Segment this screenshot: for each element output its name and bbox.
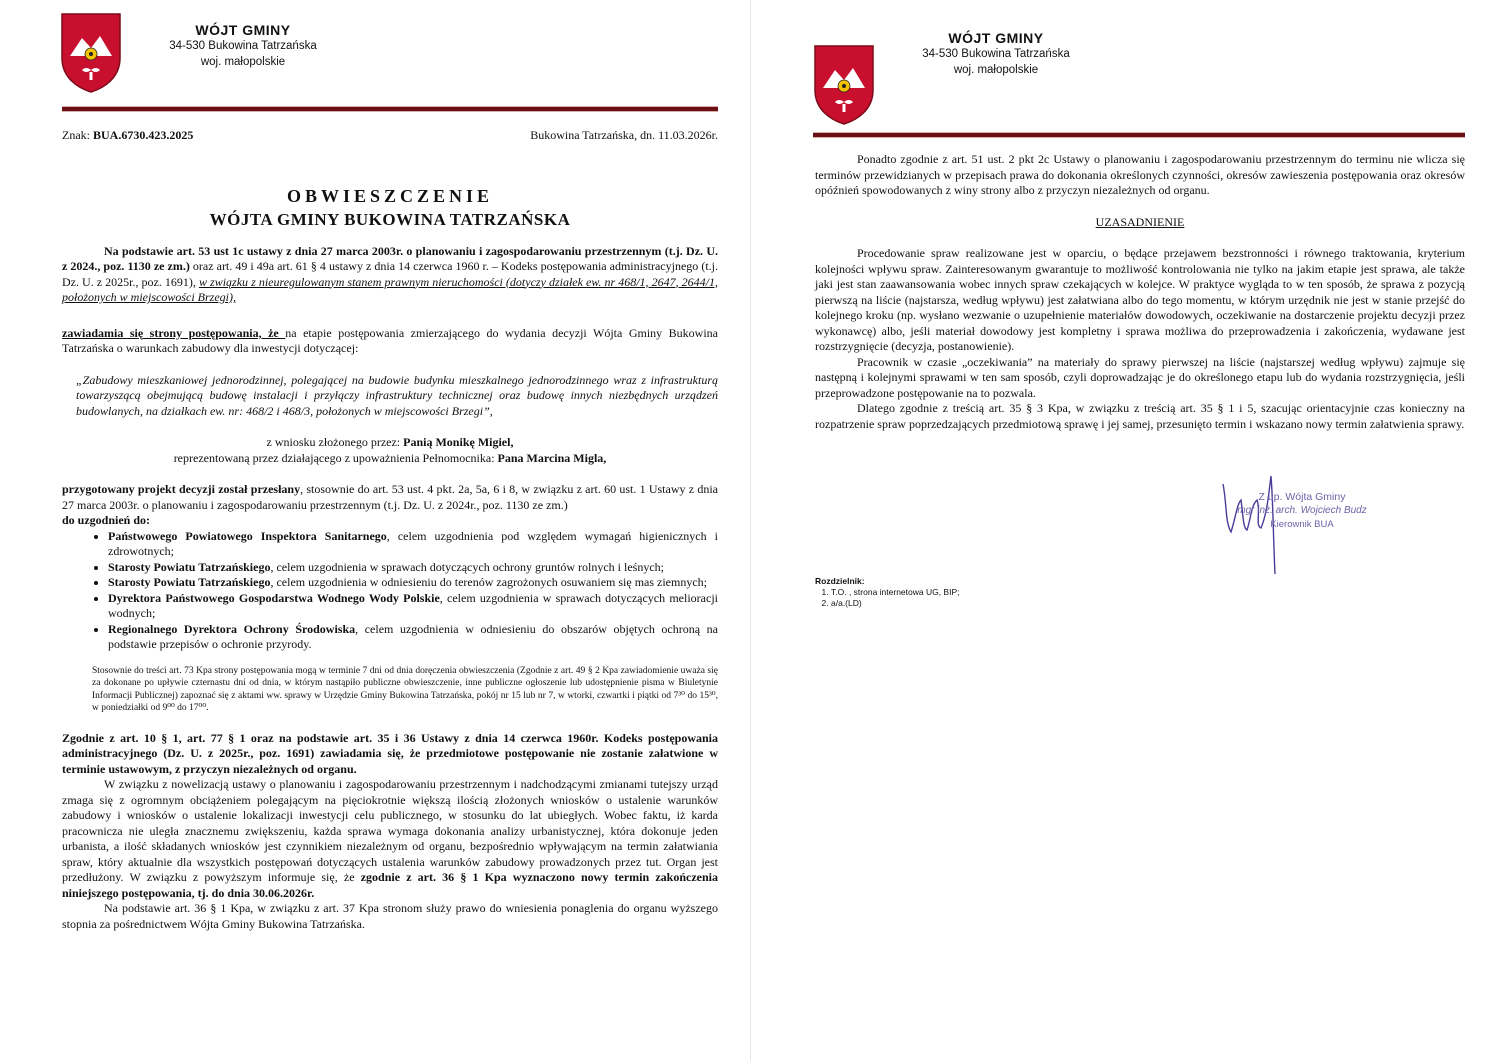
legal-basis-text: oraz art. 49 i 49a art. 61 § 4 ustawy z dnia 14 czerwca 1960 r. – Kodeks postępowania administracyjnego (t.j. Dz. U. z 2025r., poz. 1691), [62,259,719,289]
list-item: 1. T.O. , strona internetowa UG, BIP; [831,587,960,598]
reason-paragraph [62,777,718,901]
applicant-prefix: z wniosku złożonego przez: [266,435,404,449]
letterhead-title: WÓJT GMINY [948,30,1044,46]
list-item [108,622,718,653]
new-deadline: zgodnie z art. 36 § 1 Kpa wyznaczono nowy termin zakończenia niniejszego postępowania, tj. do dnia 30.06.2026r. [62,870,718,900]
distribution-list [815,576,960,609]
agency-purpose: , celem uzgodnienia pod względem wymagań higienicznych i zdrowotnych; [108,528,718,558]
coat-of-arms-icon [60,12,122,94]
letterhead-title: WÓJT GMINY [195,22,291,38]
reference-label: Znak: [62,128,90,142]
agency-purpose: , celem uzgodnienia w sprawach dotyczących ochrony gruntów rolnych i leśnych; [270,559,665,574]
agency-purpose: , celem uzgodnienia w odniesieniu do obszarów objętych ochroną na podstawie przepisów o ochronie przyrody. [108,621,718,651]
signature-line-2: mgr inż. arch. Wojciech Budz [1237,505,1367,516]
letterhead-region: woj. małopolskie [200,56,286,68]
justification-paragraph-2: Pracownik w czasie „oczekiwania” na materiały do sprawy pierwszej na liście (najstarszej według wpływu) zajmuje się następną i kolejnymi sprawami w ten sam sposób, czyli doprowadzając je do określonego etapu lub do wydania rozstrzygnięcia, jeśli przeprowadzone postępowanie na to pozwala. [815,354,1465,400]
agency-name: Dyrektora Państwowego Gospodarstwa Wodnego Wody Polskie [108,590,440,605]
document-title [62,184,718,232]
draft-paragraph [62,482,718,513]
appeal-paragraph: Na podstawie art. 36 § 1 Kpa, w związku z art. 37 Kpa stronom służy prawo do wniesienia ponaglenia do organu wyższego stopnia za pośrednictwem Wójta Gminy Bukowina Tatrzańska. [62,901,718,931]
agency-purpose: , celem uzgodnienia w odniesieniu do terenów zagrożonych osuwaniem się mas ziemnych; [270,575,707,589]
page1-body [62,122,718,932]
applicant-line [62,435,718,451]
signature-block [1217,470,1377,580]
letterhead [60,8,720,98]
agency-name: Państwowego Powiatowego Inspektora Sanitarnego [108,528,387,543]
letterhead-address: 34-530 Bukowina Tatrzańska [169,40,317,52]
reference-number [62,128,193,144]
intro-paragraph: Ponadto zgodnie z art. 51 ust. 2 pkt 2c Ustawy o planowaniu i zagospodarowaniu przestrzennym do terminu nie wlicza się terminów przewidzianych w przepisach prawa do dokonania określonych czynności, okresów zawieszenia postępowania oraz okresów opóźnień spowodowanych z winy strony albo z przyczyn niezależnych od organu. [815,152,1465,197]
list-item [108,529,718,560]
reason-text: W związku z nowelizacją ustawy o planowaniu i zagospodarowaniu przestrzennym i nadchodzącymi zmianami tutejszy urząd zmaga się z ogromnym obciążeniem polegającym na pięciokrotnie większą ilością złożonych wniosków o ustalenie warunków zabudowy i wniosków o ustalenie lokalizacji inwestycji celu publicznego, w stosunku do lat ubiegłych. Wobec faktu, iż karda pracownicza nie uległa znacznemu zwiększeniu, każda sprawa wymaga dokonania analizy urbanistycznej, która dokonuje jeden urbanista, a ilość składanych wniosków jest czynnikiem niezależnym od organu, bezpośrednio wpływającym na termin załatwiania spraw, który aktualnie dla wszystkich postępowań dotyczących ustalenia warunków zabudowy prowadzonych przez tut. Organ jest przedłużony. W związku z powyższym informuje się, że [62,777,718,884]
draft-text: , stosownie do art. 53 ust. 4 pkt. 2a, 5a, 6 i 8, w związku z art. 60 ust. 1 Ustawy z dnia 27 marca 2003r. o planowaniu i zagospodarowaniu przestrzennym (t.j. Dz. U. z 2024r., poz. 1130 ze zm.) [62,482,719,512]
representative-line [62,451,718,467]
coat-of-arms-icon [813,44,875,126]
list-item [108,575,718,591]
list-item [108,560,718,576]
letterhead-text [158,22,328,70]
agreements-label [62,513,718,529]
place-date: Bukowina Tatrzańska, dn. 11.03.2026r. [530,128,718,142]
page2-body [815,152,1465,432]
reference-line [62,128,718,144]
document-page-2 [750,0,1500,1061]
distribution-title: Rozdzielnik: [815,576,865,586]
notification-paragraph [62,326,718,357]
agency-purpose: , celem uzgodnienia w sprawach dotyczących melioracji wodnych; [108,590,718,620]
signature-stamp [1227,490,1377,532]
notification-bold: zawiadamia się strony postępowania, że [62,325,286,340]
investment-quote: „Zabudowy mieszkaniowej jednorodzinnej, polegającej na budowie budynku mieszkalnego jednorodzinnego wraz z infrastrukturą towarzyszącą obejmującą budowę instalacji i przyłączy infrastruktury technicznej oraz budowę innych niezbędnych urządzeń budowlanych, na działkach ew. nr: 468/2 i 468/3, położonych w miejscowości Brzegi”, [76,372,718,418]
letterhead-address: 34-530 Bukowina Tatrzańska [922,48,1070,60]
distribution-items [815,587,960,609]
list-item [108,591,718,622]
justification-paragraph-3: Dlatego zgodnie z treścią art. 35 § 3 Kpa, w związku z treścią art. 35 § 1 i 5, szacując orientacyjnie czas konieczny na rozpatrzenie spraw poprzedzających przedmiotową sprawę i jej samej, przesunięto termin i wskazano nowy termin załatwienia sprawy. [815,401,1465,431]
signature-line-1: Z up. Wójta Gminy [1258,491,1346,503]
legal-basis-bold: Na podstawie art. 53 ust 1c ustawy z dnia 27 marca 2003r. o planowaniu i zagospodarowaniu przestrzennym (t.j. Dz. U. z 2024., poz. 1130 ze zm.) [62,243,718,273]
delay-notice-bold: Zgodnie z art. 10 § 1, art. 77 § 1 oraz na podstawie art. 35 i 36 Ustawy z dnia 14 czerwca 1960r. Kodeks postępowania administracyjnego (Dz. U. z 2025r., poz. 1691) zawiadamia się, że przedmiotowe postępowanie nie zostanie załatwione w terminie ustawowym, z przyczyn niezależnych od organu. [62,730,718,776]
legal-basis-italic: w związku z nieuregulowanym stanem prawnym nieruchomości (dotyczy działek ew. nr 468/1, 2647, 2644/1, położonych w miejscowości Brzegi), [62,274,719,304]
letterhead-region: woj. małopolskie [953,64,1039,76]
agency-name: Starosty Powiatu Tatrzańskiego [108,559,271,574]
applicant-name: Panią Monikę Migiel, [403,435,514,449]
signature-line-3: Kierownik BUA [1270,519,1334,530]
draft-bold: przygotowany projekt decyzji został przesłany [62,482,301,496]
title-line-1: OBWIESZCZENIE [286,185,494,206]
agreements-label-text: do uzgodnień do: [62,513,151,527]
letterhead [813,8,1473,98]
list-item: 2. a/a.(LD) [831,598,960,609]
title-line-2: WÓJTA GMINY BUKOWINA TATRZAŃSKA [209,209,571,229]
header-rule [813,132,1465,138]
legal-basis-paragraph [62,244,718,306]
notification-text: na etapie postępowania zmierzającego do wydania decyzji Wójta Gminy Bukowina Tatrzańska o warunkach zabudowy dla inwestycji dotyczącej: [62,325,718,355]
representative-name: Pana Marcina Migla, [497,450,607,465]
letterhead-text [911,30,1081,78]
agency-name: Regionalnego Dyrektora Ochrony Środowiska [108,621,356,636]
justification-paragraph-1: Procedowanie spraw realizowane jest w oparciu, o będące przejawem bezstronności i równego traktowania, kryterium kolejności wpływu spraw. Zainteresowanym gwarantuje to możliwość kontrolowania nie tylko na jakim etapie jest sprawa, ale także jaki jest stan zaawansowania wobec innych spraw czekających w kolejce. W praktyce wygląda to w ten sposób, że sprawa z pozycją pierwszą na liście (najstarsza, według wpływu) jest załatwiana albo do tego momentu, w którym urzędnik nie jest w stanie przejść do kolejnego kroku (np. wysłano wezwanie o uzupełnienie materiałów dowodowych, oczekiwanie na dostarczenie projektu decyzji przez wykonawcę) albo, jeśli materiał dowodowy jest kompletny i sprawa możliwa do przeprowadzenia i zakończenia, wydawane jest rozstrzygnięcie (decyzja, postanowienie). [815,246,1465,353]
agencies-list [62,529,718,653]
agency-name: Starosty Powiatu Tatrzańskiego [108,575,271,589]
representative-prefix: reprezentowaną przez działającego z upoważnienia Pełnomocnika: [173,450,498,465]
delay-notice [62,731,718,778]
access-note: Stosownie do treści art. 73 Kpa strony postępowania mogą w terminie 7 dni od dnia doręczenia obwieszczenia (Zgodnie z art. 49 § 2 Kpa zawiadomienie uważa się za dokonane po upływie czternastu dni od dnia, w którym nastąpiło publiczne obwieszczenie, inne publiczne ogłoszenie lub udostępnienie pisma w Biuletynie Informacji Publicznej) zapoznać się z aktami ww. sprawy w Urzędzie Gminy Bukowina Tatrzańska, pokój nr 15 lub nr 7, w wtorki, czwartki i piątki od 7³⁰ do 15³⁰, w poniedziałki od 9⁰⁰ do 17⁰⁰. [92,665,718,713]
reference-value: BUA.6730.423.2025 [93,128,194,142]
justification-heading: UZASADNIENIE [1095,214,1185,229]
header-rule [62,106,718,112]
